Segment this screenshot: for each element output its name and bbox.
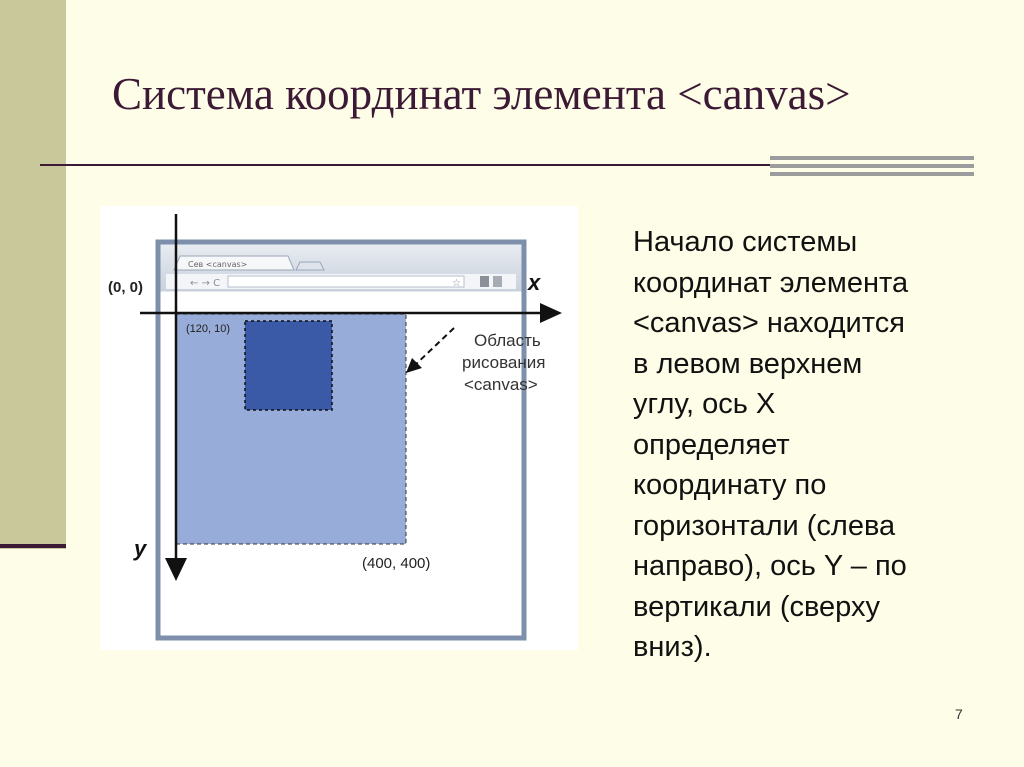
title-underline-accent <box>770 156 974 176</box>
body-paragraph: Начало системы координат элемента <canvas> находится в левом верхнем углу, ось X определяет координату по горизонтали (слева направо), ось Y – по вертикали (сверху вниз). <box>633 226 909 663</box>
drawn-rectangle <box>245 321 332 410</box>
y-axis-label: y <box>134 536 147 561</box>
x-axis-label: x <box>528 270 541 295</box>
slide-title: Система координат элемента <canvas> <box>112 69 851 119</box>
corner-label: (400, 400) <box>362 555 431 572</box>
svg-text:← → C: ← → C <box>190 278 221 289</box>
canvas-coordinate-diagram <box>100 206 578 650</box>
side-divider-line <box>0 544 66 548</box>
side-band <box>0 0 66 549</box>
rect-origin-label: (120, 10) <box>186 323 231 335</box>
x-axis-arrowhead <box>540 303 562 323</box>
callout-label-line1: Область <box>474 331 541 350</box>
browser-tab-label: Сев <canvas> <box>188 260 248 269</box>
svg-text:☆: ☆ <box>452 278 461 289</box>
callout-label-line3: <canvas> <box>464 375 538 394</box>
page-number: 7 <box>955 706 963 722</box>
callout-label-line2: рисования <box>462 353 546 372</box>
origin-label: (0, 0) <box>108 279 144 296</box>
